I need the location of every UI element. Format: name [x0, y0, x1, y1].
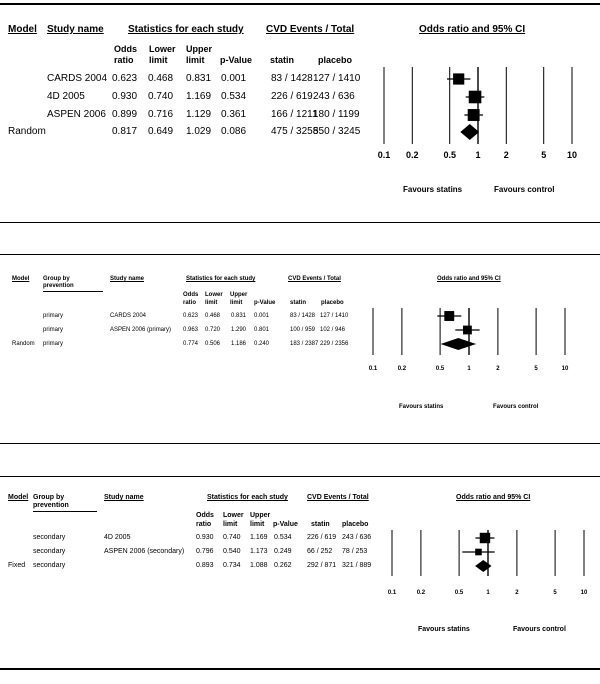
bottom-rule — [0, 668, 600, 670]
row-study-name: 4D 2005 — [47, 90, 85, 102]
row-group: primary — [43, 340, 64, 347]
row-p-value: 0.262 — [274, 562, 292, 570]
row-p-value: 0.001 — [254, 312, 270, 319]
tick-label: 2 — [496, 366, 500, 372]
row-lower-limit: 0.740 — [148, 90, 174, 102]
row-placebo-events: 102 / 946 — [320, 326, 346, 333]
row-study-name: CARDS 2004 — [47, 72, 108, 84]
row-lower-limit: 0.506 — [205, 340, 221, 347]
tick-label: 1 — [486, 590, 490, 596]
point-estimate-square — [475, 549, 482, 556]
header-upper: Upper — [186, 44, 213, 54]
row-placebo-events: 180 / 1199 — [313, 108, 360, 120]
header-prevention: prevention — [43, 283, 74, 289]
header-odds-ci: Odds ratio and 95% CI — [419, 24, 526, 35]
row-placebo-events: 243 / 636 — [342, 534, 372, 542]
row-upper-limit: 0.831 — [186, 72, 212, 84]
header-odds: Odds — [114, 44, 138, 54]
row-p-value: 0.801 — [254, 326, 270, 333]
row-study-name: CARDS 2004 — [110, 312, 147, 319]
tick-label: 0.1 — [368, 366, 378, 372]
row-group: secondary — [33, 548, 66, 556]
row-odds-ratio: 0.930 — [196, 534, 214, 542]
header-lower-limit: limit — [205, 300, 218, 306]
tick-label: 5 — [534, 366, 538, 372]
favours-control-label: Favours control — [513, 626, 566, 633]
row-group: primary — [43, 326, 64, 333]
row-upper-limit: 1.129 — [186, 108, 212, 120]
row-statin-events: 475 / 3258 — [271, 125, 319, 137]
header-study-name: Study name — [104, 494, 144, 501]
row-placebo-events: 127 / 1410 — [313, 72, 361, 84]
row-p-value: 0.534 — [274, 534, 292, 542]
header-upper-limit: limit — [186, 55, 205, 65]
row-statin-events: 292 / 871 — [307, 562, 337, 570]
header-placebo: placebo — [318, 55, 353, 65]
row-upper-limit: 1.029 — [186, 125, 212, 137]
row-placebo-events: 229 / 2356 — [320, 340, 349, 347]
favours-statins-label: Favours statins — [403, 185, 463, 194]
row-upper-limit: 1.290 — [231, 326, 247, 333]
row-upper-limit: 1.186 — [231, 340, 247, 347]
row-statin-events: 183 / 2387 — [290, 340, 319, 347]
header-lower: Lower — [205, 292, 223, 298]
tick-label: 0.5 — [435, 366, 445, 372]
favours-control-label: Favours control — [493, 404, 539, 410]
header-odds-ci: Odds ratio and 95% CI — [456, 494, 531, 501]
tick-label: 10 — [566, 150, 578, 160]
row-lower-limit: 0.468 — [148, 72, 174, 84]
row-odds-ratio: 0.817 — [112, 125, 138, 137]
favours-statins-label: Favours statins — [399, 404, 444, 410]
header-model: Model — [12, 276, 30, 282]
row-statin-events: 83 / 1428 — [271, 72, 313, 84]
row-odds-ratio: 0.623 — [183, 312, 199, 319]
row-lower-limit: 0.468 — [205, 312, 221, 319]
row-placebo-events: 550 / 3245 — [313, 125, 361, 137]
row-odds-ratio: 0.893 — [196, 562, 214, 570]
row-group: primary — [43, 312, 64, 319]
tick-label: 0.5 — [454, 590, 464, 596]
row-upper-limit: 1.169 — [250, 534, 268, 542]
tick-label: 0.1 — [387, 590, 397, 596]
header-lower-limit: limit — [149, 55, 168, 65]
tick-label: 5 — [553, 590, 557, 596]
header-statistics: Statistics for each study — [186, 276, 256, 282]
tick-label: 5 — [541, 150, 547, 160]
row-lower-limit: 0.720 — [205, 326, 221, 333]
header-ratio: ratio — [196, 521, 212, 528]
row-lower-limit: 0.740 — [223, 534, 241, 542]
header-events: CVD Events / Total — [288, 276, 341, 282]
header-prevention: prevention — [33, 502, 69, 509]
header-statin: statin — [311, 521, 330, 528]
row-group: secondary — [33, 534, 66, 542]
row-p-value: 0.249 — [274, 548, 292, 556]
row-lower-limit: 0.734 — [223, 562, 241, 570]
row-study-name: ASPEN 2006 — [47, 108, 106, 120]
header-pvalue: p-Value — [273, 521, 298, 528]
header-ratio: ratio — [114, 55, 134, 65]
row-p-value: 0.086 — [221, 125, 247, 137]
row-upper-limit: 1.169 — [186, 90, 212, 102]
header-pvalue: p-Value — [220, 55, 253, 65]
row-model: Random — [8, 125, 46, 137]
row-model: Fixed — [8, 562, 26, 570]
row-p-value: 0.240 — [254, 340, 270, 347]
row-statin-events: 100 / 959 — [290, 326, 316, 333]
row-odds-ratio: 0.930 — [112, 90, 138, 102]
header-study-name: Study name — [47, 24, 104, 35]
favours-statins-label: Favours statins — [418, 626, 470, 633]
tick-label: 2 — [503, 150, 509, 160]
header-odds: Odds — [196, 512, 214, 519]
row-placebo-events: 243 / 636 — [313, 90, 355, 102]
header-statistics: Statistics for each study — [128, 24, 244, 35]
row-group: secondary — [33, 562, 66, 570]
row-statin-events: 226 / 619 — [307, 534, 337, 542]
header-lower: Lower — [223, 512, 244, 519]
row-lower-limit: 0.649 — [148, 125, 174, 137]
row-statin-events: 83 / 1428 — [290, 312, 316, 319]
row-placebo-events: 78 / 253 — [342, 548, 368, 556]
tick-label: 10 — [580, 590, 588, 596]
header-group-by: Group by — [43, 276, 70, 282]
row-study-name: 4D 2005 — [104, 534, 131, 542]
row-p-value: 0.001 — [221, 72, 247, 84]
tick-label: 0.2 — [416, 590, 426, 596]
row-model: Random — [12, 340, 35, 347]
header-pvalue: p-Value — [254, 300, 276, 306]
tick-label: 0.2 — [406, 150, 419, 160]
row-odds-ratio: 0.774 — [183, 340, 199, 347]
row-statin-events: 66 / 252 — [307, 548, 333, 556]
row-upper-limit: 0.831 — [231, 312, 247, 319]
tick-label: 0.2 — [397, 366, 407, 372]
row-odds-ratio: 0.796 — [196, 548, 214, 556]
header-upper-limit: limit — [230, 300, 243, 306]
row-p-value: 0.534 — [221, 90, 247, 102]
tick-label: 1 — [475, 150, 481, 160]
summary-diamond — [475, 560, 491, 572]
row-lower-limit: 0.716 — [148, 108, 174, 120]
row-upper-limit: 1.173 — [250, 548, 268, 556]
tick-label: 2 — [515, 590, 519, 596]
header-placebo: placebo — [342, 521, 369, 528]
header-odds: Odds — [183, 292, 199, 298]
header-statin: statin — [290, 300, 307, 306]
point-estimate-square — [480, 533, 490, 543]
row-study-name: ASPEN 2006 (secondary) — [104, 548, 185, 556]
row-placebo-events: 127 / 1410 — [320, 312, 349, 319]
tick-label: 0.5 — [443, 150, 456, 160]
row-odds-ratio: 0.623 — [112, 72, 138, 84]
header-ratio: ratio — [183, 300, 197, 306]
header-upper-limit: limit — [250, 521, 265, 528]
row-odds-ratio: 0.963 — [183, 326, 199, 333]
row-upper-limit: 1.088 — [250, 562, 268, 570]
header-study-name: Study name — [110, 276, 145, 282]
favours-control-label: Favours control — [494, 185, 555, 194]
row-study-name: ASPEN 2006 (primary) — [110, 326, 172, 333]
header-lower: Lower — [149, 44, 176, 54]
header-model: Model — [8, 494, 29, 501]
header-odds-ci: Odds ratio and 95% CI — [437, 276, 501, 282]
row-lower-limit: 0.540 — [223, 548, 241, 556]
header-statistics: Statistics for each study — [207, 494, 288, 501]
header-upper: Upper — [230, 292, 248, 298]
header-lower-limit: limit — [223, 521, 238, 528]
row-placebo-events: 321 / 889 — [342, 562, 372, 570]
header-events: CVD Events / Total — [307, 494, 369, 501]
row-odds-ratio: 0.899 — [112, 108, 138, 120]
tick-label: 10 — [561, 366, 569, 372]
header-upper: Upper — [250, 512, 271, 519]
header-events: CVD Events / Total — [266, 24, 355, 35]
header-statin: statin — [270, 55, 295, 65]
tick-label: 0.1 — [377, 150, 391, 160]
row-p-value: 0.361 — [221, 108, 247, 120]
row-statin-events: 166 / 1211 — [271, 108, 318, 120]
header-placebo: placebo — [321, 300, 344, 306]
tick-label: 1 — [467, 366, 471, 372]
header-group-by: Group by — [33, 494, 65, 501]
header-model: Model — [8, 24, 37, 35]
row-statin-events: 226 / 619 — [271, 90, 313, 102]
